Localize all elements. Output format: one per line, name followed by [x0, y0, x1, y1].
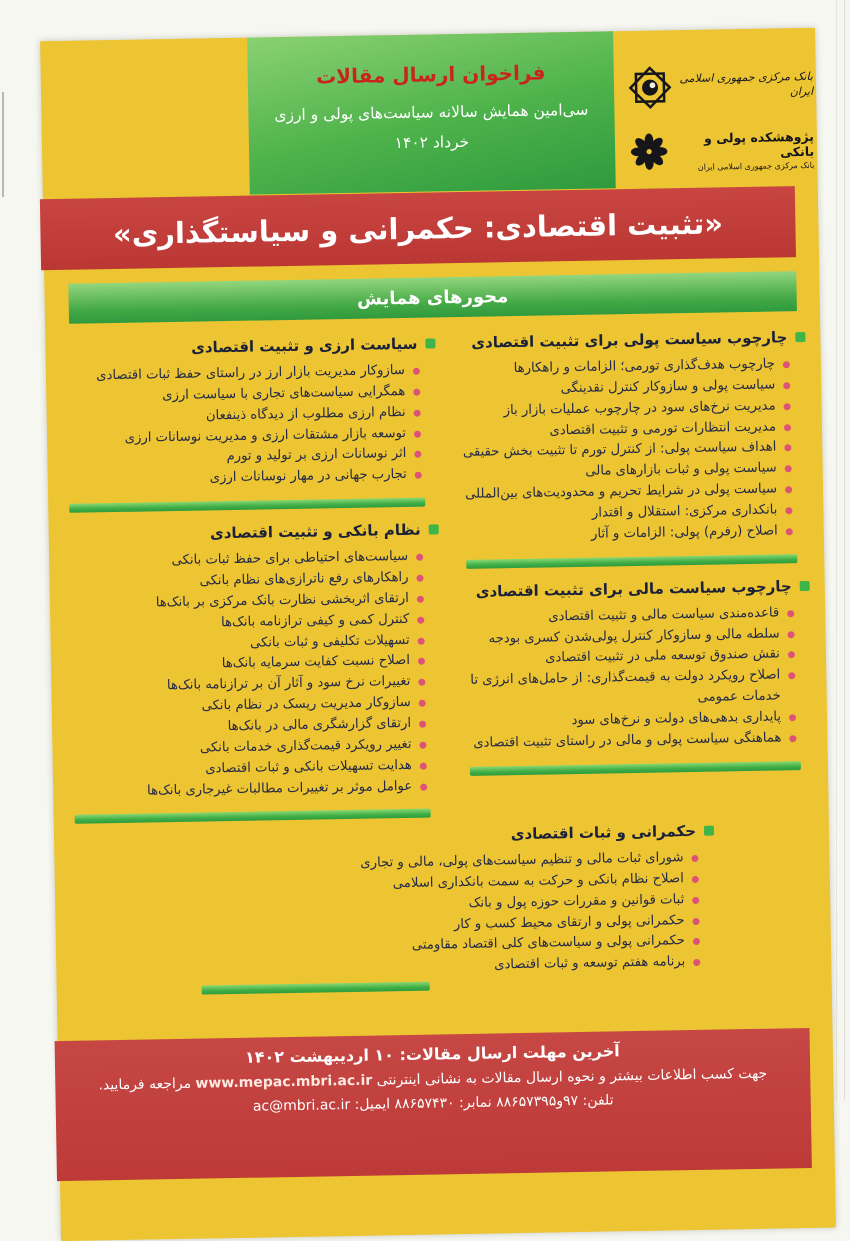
- topic-text: نظام ارزی مطلوب از دیدگاه ذینفعان: [205, 404, 406, 424]
- left-column: [53, 334, 444, 838]
- green-divider: [467, 554, 797, 569]
- pink-dot-bullet-icon: [693, 938, 700, 945]
- green-square-bullet-icon: [795, 332, 805, 342]
- pink-dot-bullet-icon: [784, 424, 791, 431]
- topic-text: مدیریت نرخ‌های سود در چارچوب عملیات بازار باز: [503, 398, 776, 418]
- green-divider: [75, 809, 430, 824]
- green-square-bullet-icon: [429, 525, 439, 535]
- green-divider: [470, 761, 800, 776]
- section-header: [455, 577, 810, 601]
- central-bank-name: بانک مرکزی جمهوری اسلامی ایران: [679, 69, 814, 99]
- website-url: www.mepac.mbri.ac.ir: [195, 1072, 373, 1092]
- pink-dot-bullet-icon: [414, 409, 421, 416]
- central-bank-row: [627, 62, 814, 111]
- scan-edge-mark: [2, 92, 4, 197]
- topic-list: [57, 547, 443, 804]
- mbri-name: پژوهشکده پولی و بانکی: [703, 128, 815, 159]
- scanner-streak: [836, 0, 838, 1100]
- scanner-streak: [844, 0, 846, 1100]
- topic-text: بانکداری مرکزی: استقلال و اقتدار: [591, 502, 778, 521]
- topic-text: ثبات قوانین و مقررات حوزه پول و بانک: [468, 891, 685, 911]
- green-square-bullet-icon: [800, 581, 810, 591]
- pink-dot-bullet-icon: [786, 528, 793, 535]
- themes-bar: محورهای همایش: [68, 271, 797, 324]
- section-fiscal-policy: [455, 577, 813, 755]
- pink-dot-bullet-icon: [419, 700, 426, 707]
- topic-text: اصلاح نظام بانکی و حرکت به سمت بانکداری اسلامی: [392, 871, 684, 892]
- pink-dot-bullet-icon: [691, 855, 698, 862]
- topic-text: اصلاح (رفرم) پولی: الزامات و آثار: [590, 523, 778, 542]
- submission-deadline: آخرین مهلت ارسال مقالات: ۱۰ اردیبهشت ۱۴۰۲: [244, 1041, 620, 1067]
- topic-item: [454, 521, 793, 548]
- info-text-post: مراجعه فرمایید.: [98, 1075, 192, 1094]
- pink-dot-bullet-icon: [414, 430, 421, 437]
- info-text-pre: جهت کسب اطلاعات بیشتر و نحوه ارسال مقالات به نشانی اینترنتی: [376, 1065, 768, 1089]
- pink-dot-bullet-icon: [692, 897, 699, 904]
- pink-dot-bullet-icon: [693, 959, 700, 966]
- topic-text: تجارب جهانی در مهار نوسانات ارزی: [209, 467, 407, 486]
- right-column: [450, 328, 814, 832]
- section-header: [53, 334, 435, 359]
- section-header: [450, 328, 805, 352]
- section-banking-system: [57, 521, 444, 804]
- mbri-row: [628, 128, 815, 173]
- pink-dot-bullet-icon: [413, 389, 420, 396]
- conference-poster: [40, 28, 836, 1241]
- pink-dot-bullet-icon: [414, 451, 421, 458]
- topic-text: مدیریت انتظارات تورمی و تثبیت اقتصادی: [549, 419, 777, 439]
- topic-text: راهکارهای رفع ناترازی‌های نظام بانکی: [199, 569, 409, 589]
- pink-dot-bullet-icon: [692, 876, 699, 883]
- topic-text: قاعده‌مندی سیاست مالی و تثبیت اقتصادی: [548, 605, 780, 625]
- mbri-subname: بانک مرکزی جمهوری اسلامی ایران: [697, 160, 815, 172]
- green-divider: [70, 498, 425, 513]
- pink-dot-bullet-icon: [783, 382, 790, 389]
- topic-text: سیاست پولی و سازوکار کنترل نقدینگی: [560, 377, 776, 397]
- pink-dot-bullet-icon: [418, 658, 425, 665]
- topic-text: سیاست پولی و ثبات بازارهای مالی: [585, 460, 777, 480]
- topic-text: شورای ثبات مالی و تنظیم سیاست‌های پولی، مالی و تجاری: [360, 850, 684, 871]
- topic-text: سازوکار مدیریت بازار ارز در راستای حفظ ثبات اقتصادی: [96, 362, 406, 384]
- topic-text: سیاست پولی در شرایط تحریم و محدودیت‌های بین‌المللی: [465, 481, 778, 503]
- section-title: نظام بانکی و تثبیت اقتصادی: [209, 520, 421, 543]
- call-for-papers-title: فراخوان ارسال مقالات: [315, 60, 546, 89]
- footer-band: [55, 1028, 812, 1181]
- mbri-name-block: [676, 128, 815, 171]
- topic-text: اهداف سیاست پولی: از کنترل تورم تا تثبیت بخش حقیقی: [462, 439, 777, 461]
- topic-text: هدایت تسهیلات بانکی و ثبات اقتصادی: [205, 757, 412, 777]
- topic-text: تغییر رویکرد قیمت‌گذاری خدمات بانکی: [199, 736, 412, 756]
- topic-text: سلطه مالی و سازوکار کنترل پولی‌شدن کسری بودجه: [488, 626, 780, 647]
- pink-dot-bullet-icon: [785, 507, 792, 514]
- pink-dot-bullet-icon: [789, 714, 796, 721]
- topic-text: ارتقای اثربخشی نظارت بانک مرکزی بر بانک‌ها: [155, 590, 410, 611]
- organizer-logos: [627, 62, 815, 173]
- topic-text: حکمرانی پولی و ارتقای محیط کسب و کار: [453, 912, 685, 932]
- website-info-line: [55, 1065, 810, 1094]
- contact-line: تلفن: ۹۷و۸۸۶۵۷۳۹۵ نمابر: ۸۸۶۵۷۴۳۰ ایمیل: ac@mbri.ac.ir: [252, 1092, 614, 1115]
- section-currency-policy: [53, 334, 438, 492]
- topic-text: اصلاح رویکرد دولت به قیمت‌گذاری: از حامل‌های انرژی تا خدمات عمومی: [470, 667, 781, 706]
- topic-text: عوامل موثر بر تغییرات مطالبات غیرجاری بانک‌ها: [146, 778, 413, 799]
- topic-text: اثر نوسانات ارزی بر تولید و تورم: [226, 446, 407, 465]
- topic-list: [451, 354, 809, 548]
- section-title: چارچوب سیاست پولی برای تثبیت اقتصادی: [471, 328, 788, 352]
- pink-dot-bullet-icon: [787, 610, 794, 617]
- topic-text: اصلاح نسبت کفایت سرمایه بانک‌ها: [221, 653, 411, 672]
- topic-text: حکمرانی پولی و سیاست‌های کلی اقتصاد مقاومتی: [411, 933, 686, 954]
- central-bank-logo-icon: [627, 64, 674, 111]
- topic-text: نقش صندوق توسعه ملی در تثبیت اقتصادی: [545, 646, 781, 666]
- pink-dot-bullet-icon: [417, 616, 424, 623]
- topic-text: توسعه بازار مشتقات ارزی و مدیریت نوسانات ارزی: [124, 425, 407, 446]
- topic-text: تغییرات نرخ سود و آثار آن بر ترازنامه بانک‌ها: [166, 674, 411, 694]
- green-square-bullet-icon: [425, 338, 435, 348]
- topic-item: [456, 665, 796, 713]
- topics-columns: [53, 328, 814, 839]
- section-governance: [254, 822, 717, 981]
- mbri-logo-icon: [628, 130, 671, 173]
- topic-text: سیاست‌های احتیاطی برای حفظ ثبات بانکی: [171, 549, 409, 569]
- green-divider: [202, 982, 430, 995]
- section-title: سیاست ارزی و تثبیت اقتصادی: [190, 334, 418, 357]
- section-monetary-policy: [450, 328, 809, 548]
- conference-name: سی‌امین همایش سالانه سیاست‌های پولی و ارزی: [274, 100, 589, 125]
- pink-dot-bullet-icon: [419, 721, 426, 728]
- topic-list: [54, 360, 438, 492]
- pink-dot-bullet-icon: [417, 596, 424, 603]
- topic-list: [254, 848, 716, 981]
- topic-text: هماهنگی سیاست پولی و مالی در راستای تثبیت اقتصادی: [473, 730, 782, 751]
- pink-dot-bullet-icon: [785, 466, 792, 473]
- green-square-bullet-icon: [704, 826, 714, 836]
- section-title: حکمرانی و ثبات اقتصادی: [510, 821, 697, 844]
- pink-dot-bullet-icon: [419, 742, 426, 749]
- topic-text: پایداری بدهی‌های دولت و نرخ‌های سود: [571, 709, 782, 729]
- pink-dot-bullet-icon: [415, 472, 422, 479]
- main-title-banner: «تثبیت اقتصادی: حکمرانی و سیاستگذاری»: [40, 186, 796, 270]
- section-title: چارچوب سیاست مالی برای تثبیت اقتصادی: [475, 576, 792, 601]
- topic-text: برنامه هفتم توسعه و ثبات اقتصادی: [494, 954, 686, 973]
- pink-dot-bullet-icon: [784, 445, 791, 452]
- pink-dot-bullet-icon: [789, 735, 796, 742]
- topic-text: سازوکار مدیریت ریسک در نظام بانکی: [201, 695, 411, 714]
- pink-dot-bullet-icon: [418, 679, 425, 686]
- pink-dot-bullet-icon: [788, 672, 795, 679]
- topic-text: کنترل کمی و کیفی ترازنامه بانک‌ها: [220, 611, 410, 630]
- pink-dot-bullet-icon: [693, 917, 700, 924]
- pink-dot-bullet-icon: [788, 631, 795, 638]
- pink-dot-bullet-icon: [785, 486, 792, 493]
- header-green-box: [247, 31, 616, 194]
- pink-dot-bullet-icon: [416, 575, 423, 582]
- pink-dot-bullet-icon: [420, 783, 427, 790]
- pink-dot-bullet-icon: [420, 762, 427, 769]
- pink-dot-bullet-icon: [784, 403, 791, 410]
- topic-text: همگرایی سیاست‌های تجاری با سیاست ارزی: [162, 383, 406, 404]
- section-header: [57, 521, 439, 546]
- topic-text: چارچوب هدف‌گذاری تورمی؛ الزامات و راهکارها: [513, 356, 775, 377]
- pink-dot-bullet-icon: [783, 361, 790, 368]
- topic-text: تسهیلات تکلیفی و ثبات بانکی: [249, 632, 410, 651]
- conference-date: خرداد ۱۴۰۲: [394, 132, 470, 153]
- topic-list: [455, 603, 812, 755]
- topic-item: [457, 728, 796, 755]
- pink-dot-bullet-icon: [788, 652, 795, 659]
- topic-text: ارتقای گزارشگری مالی در بانک‌ها: [227, 715, 412, 735]
- pink-dot-bullet-icon: [413, 368, 420, 375]
- pink-dot-bullet-icon: [416, 554, 423, 561]
- pink-dot-bullet-icon: [418, 637, 425, 644]
